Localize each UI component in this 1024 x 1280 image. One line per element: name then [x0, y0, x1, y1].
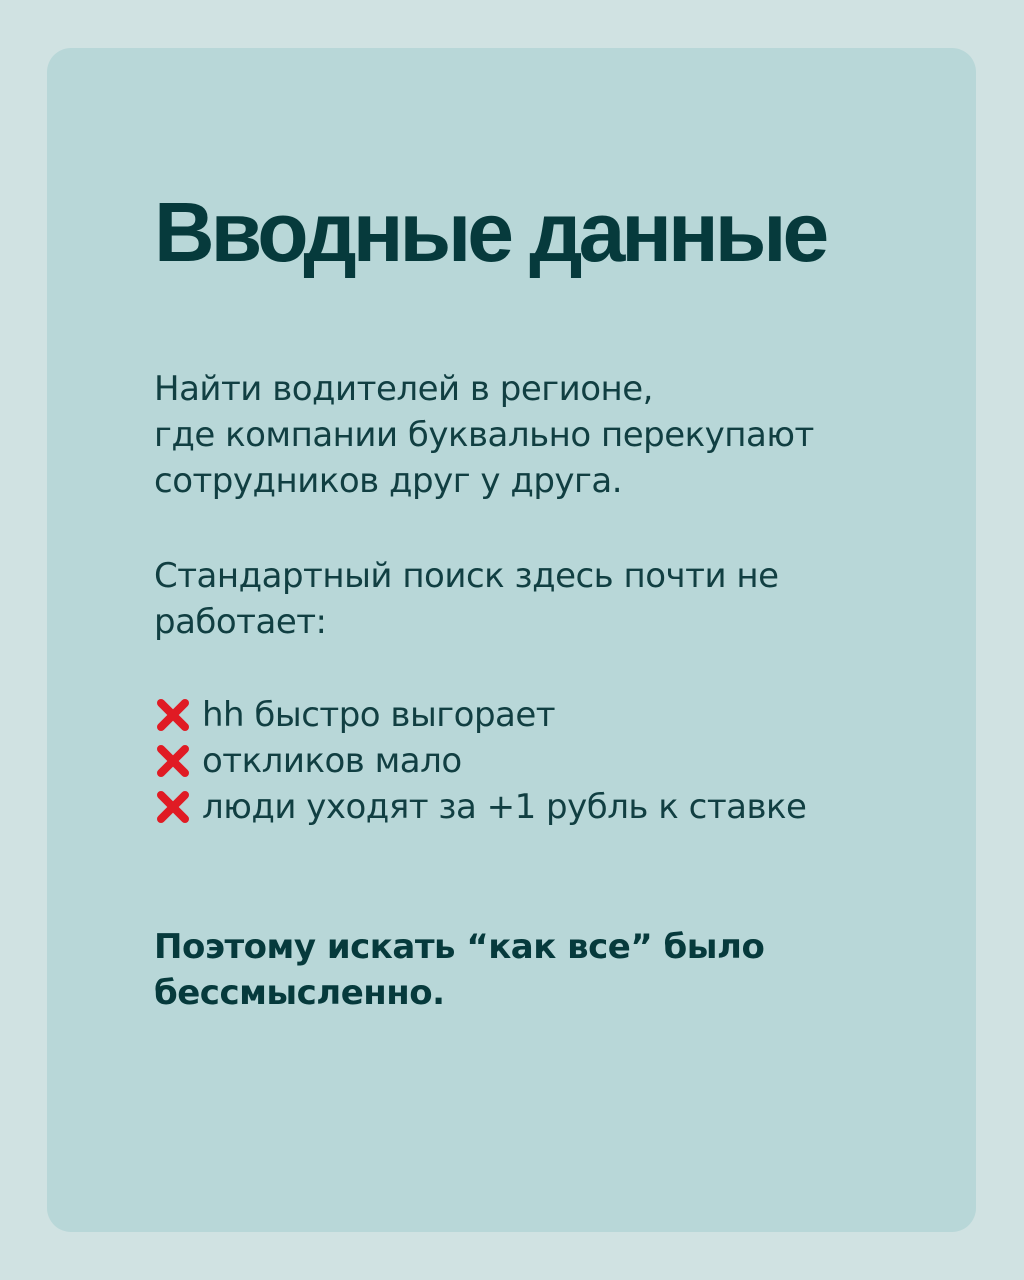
list-item-text: hh быстро выгорает [202, 695, 556, 735]
intro-line: Найти водителей в регионе, [154, 369, 653, 409]
list-item-text: люди уходят за +1 рубль к ставке [202, 787, 807, 827]
intro-line: сотрудников друг у друга. [154, 461, 623, 501]
intro-paragraph [154, 366, 814, 504]
conclusion-line: бессмысленно. [154, 973, 445, 1013]
list-item-text: откликов мало [202, 741, 462, 781]
list-item [154, 784, 806, 830]
conclusion-line: Поэтому искать “как все” было [154, 927, 765, 967]
intro-line: где компании буквально перекупают [154, 415, 814, 455]
red-cross-icon [154, 788, 192, 826]
issues-list [154, 692, 806, 830]
red-cross-icon [154, 696, 192, 734]
list-item [154, 738, 806, 784]
problem-line: Стандартный поиск здесь почти не [154, 556, 779, 596]
list-item [154, 692, 806, 738]
conclusion-paragraph [154, 924, 764, 1016]
red-cross-icon [154, 742, 192, 780]
page-title: Вводные данные [154, 185, 826, 279]
problem-line: работает: [154, 602, 327, 642]
problem-paragraph [154, 553, 779, 645]
